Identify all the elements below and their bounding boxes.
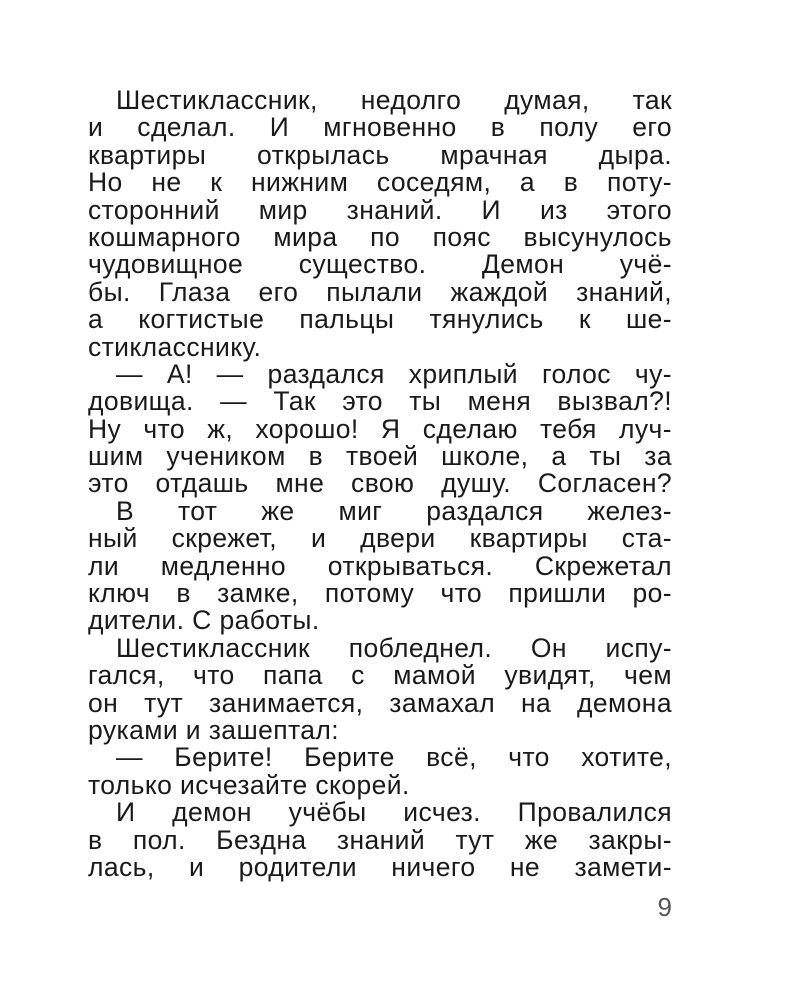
- text-line: Шестиклассник, недолго думая, так: [116, 85, 672, 115]
- text-line: только исчезайте скорей.: [88, 769, 410, 800]
- text-line: бы. Глаза его пылали жаждой знаний,: [88, 276, 672, 307]
- text-line: лась, и родители ничего не замети-: [88, 851, 672, 882]
- text-line: довища. — Так это ты меня вызвал?!: [88, 386, 672, 417]
- text-line: ный скрежет, и двери квартиры ста-: [88, 523, 672, 554]
- text-line: сторонний мир знаний. И из этого: [88, 194, 672, 225]
- body-text: [88, 87, 672, 881]
- text-line: а когтистые пальцы тянулись к ше-: [88, 304, 672, 335]
- text-line: В тот же миг раздался желез-: [116, 495, 672, 526]
- text-line: И демон учёбы исчез. Провалился: [116, 797, 672, 828]
- text-line: ли медленно открываться. Скрежетал: [88, 550, 672, 581]
- text-line: Но не к нижним соседям, а в поту-: [88, 167, 672, 198]
- text-line: — А! — раздался хриплый голос чу-: [116, 358, 672, 389]
- text-line: шим учеником в твоей школе, а ты за: [88, 441, 672, 472]
- text-line: и сделал. И мгновенно в полу его: [88, 112, 672, 143]
- text-line: в пол. Бездна знаний тут же закры-: [88, 824, 672, 855]
- text-line: это отдашь мне свою душу. Согласен?: [88, 468, 672, 499]
- text-line: ключ в замке, потому что пришли ро-: [88, 578, 672, 609]
- text-line: — Берите! Берите всё, что хотите,: [116, 742, 672, 773]
- text-line: руками и зашептал:: [88, 714, 339, 745]
- text-line: дители. С работы.: [88, 605, 320, 636]
- text-line: он тут занимается, замахал на демона: [88, 687, 672, 718]
- text-line: кошмарного мира по пояс высунулось: [88, 221, 672, 252]
- text-line: Шестиклассник побледнел. Он испу-: [116, 632, 672, 663]
- text-line: чудовищное существо. Демон учё-: [88, 249, 672, 280]
- text-line: стикласснику.: [88, 331, 262, 362]
- text-line: квартиры открылась мрачная дыра.: [88, 139, 672, 170]
- text-line: гался, что папа с мамой увидят, чем: [88, 660, 672, 691]
- page-number: 9: [657, 892, 672, 922]
- text-line: Ну что ж, хорошо! Я сделаю тебя луч-: [88, 413, 672, 444]
